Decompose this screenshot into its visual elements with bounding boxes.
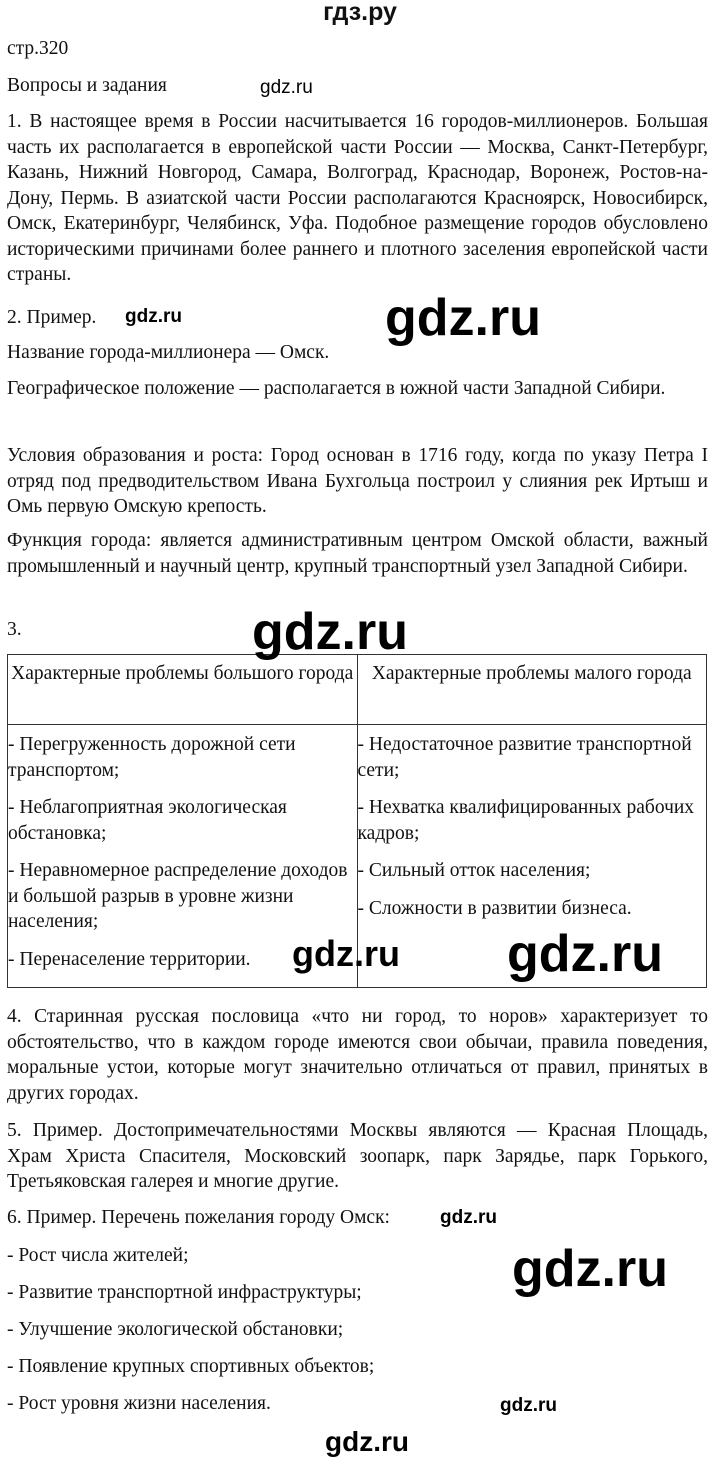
- answer-2-label: 2. Пример.: [7, 307, 97, 328]
- watermark: gdz.ru: [385, 289, 541, 347]
- watermark: gdz.ru: [500, 1395, 557, 1416]
- watermark: gdz.ru: [260, 77, 313, 98]
- answer-5: 5. Пример. Достопримечательностями Москвы являются — Красная Площадь, Храм Христа Спасителя, Московский зоопарк, парк Зарядье, парк Горького, Третьяковская галерея и многие другие.: [7, 1120, 708, 1192]
- answer-3-label: 3.: [7, 619, 22, 640]
- watermark: gdz.ru: [325, 1426, 409, 1457]
- watermark: gdz.ru: [512, 1240, 668, 1298]
- answer-6-label: 6. Пример. Перечень пожелания городу Омск:: [7, 1207, 390, 1228]
- table-item: - Нехватка квалифицированных рабочих кадров;: [357, 797, 695, 844]
- wish-item: - Рост числа жителей;: [7, 1245, 189, 1266]
- site-title: гдз.ру: [323, 0, 397, 26]
- table-header-small-city: Характерные проблемы малого города: [357, 655, 707, 725]
- watermark: gdz.ru: [125, 306, 182, 327]
- table-item: - Сильный отток населения;: [357, 860, 591, 881]
- wish-item: - Развитие транспортной инфраструктуры;: [7, 1282, 362, 1303]
- answer-2-conditions: Условия образования и роста: Город основан в 1716 году, когда по указу Петра I отряд под предводительством Ивана Бухгольца построил у слияния рек Иртыш и Омь первую Омскую крепость.: [7, 445, 708, 517]
- watermark: gdz.ru: [440, 1207, 497, 1228]
- section-title: Вопросы и задания: [7, 75, 167, 96]
- answer-4: 4. Старинная русская пословица «что ни город, то норов» характеризует то обстоятельство, что в каждом городе имеются свои обычаи, правила поведения, моральные устои, которые могут значительно отличаться от правил, принятых в других городах.: [7, 1006, 708, 1104]
- table-item: - Неравномерное распределение доходов и большой разрыв в уровне жизни населения;: [8, 860, 348, 932]
- table-item: - Неблагоприятная экологическая обстановка;: [8, 797, 287, 844]
- watermark: gdz.ru: [292, 933, 400, 974]
- page-reference: стр.320: [7, 38, 69, 59]
- table-item: - Сложности в развитии бизнеса.: [357, 897, 632, 919]
- answer-2-function: Функция города: является административным центром Омской области, важный промышленный и научный центр, крупный транспортный узел Западной Сибири.: [7, 530, 708, 577]
- wish-item: - Рост уровня жизни населения.: [7, 1393, 271, 1414]
- watermark: gdz.ru: [252, 603, 408, 661]
- wish-item: - Улучшение экологической обстановки;: [7, 1319, 344, 1340]
- wish-item: - Появление крупных спортивных объектов;: [7, 1356, 375, 1377]
- table-item: - Недостаточное развитие транспортной сети;: [357, 734, 692, 781]
- answer-1: 1. В настоящее время в России насчитывается 16 городов-миллионеров. Большая часть их располагается в европейской части России — Москва, Санкт-Петербург, Казань, Нижний Новгород, Самара, Волгоград, Краснодар, Воронеж, Ростов-на-Дону, Пермь. В азиатской части России располагаются Красноярск, Новосибирск, Омск, Екатеринбург, Челябинск, Уфа. Подобное размещение городов обусловлено историческими причинами более раннего и плотного заселения европейской части страны.: [7, 111, 708, 285]
- table-item: - Перегруженность дорожной сети транспортом;: [8, 734, 296, 781]
- table-item: - Перенаселение территории.: [8, 948, 251, 970]
- watermark: gdz.ru: [507, 925, 663, 983]
- table-header-big-city: Характерные проблемы большого города: [8, 655, 358, 725]
- answer-2-geo: Географическое положение — располагается в южной части Западной Сибири.: [7, 378, 666, 399]
- answer-2-name: Название города-миллионера — Омск.: [7, 342, 330, 363]
